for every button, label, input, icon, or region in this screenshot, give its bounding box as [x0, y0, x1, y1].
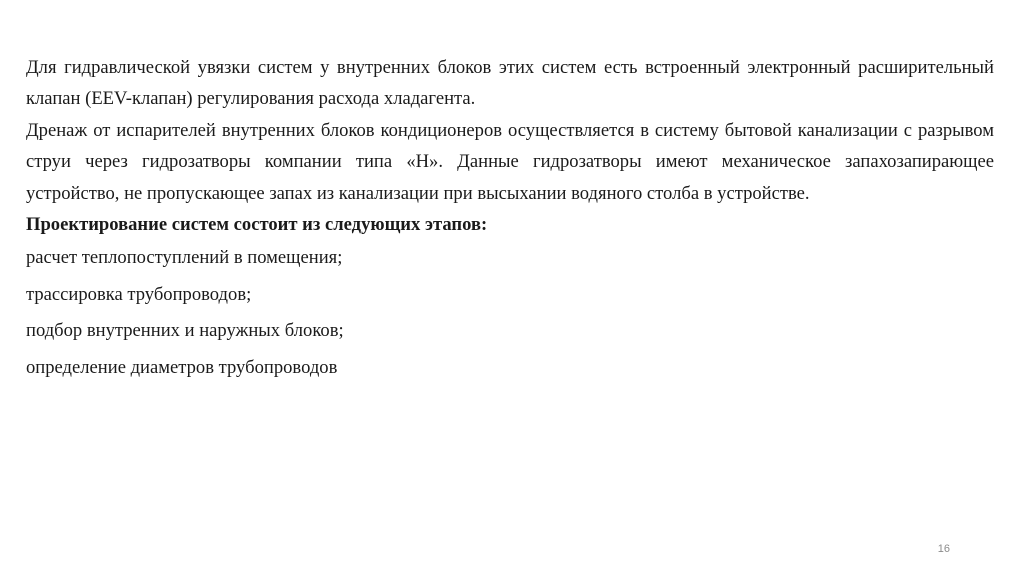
slide-content — [26, 52, 994, 386]
stages-list — [26, 240, 994, 386]
list-item: расчет теплопоступлений в помещения; — [26, 247, 343, 269]
list-item: подбор внутренних и наружных блоков; — [26, 320, 344, 342]
paragraph-eev-valve: Для гидравлической увязки систем у внутренних блоков этих систем есть встроенный электронный расширительный клапан (EEV-клапан) регулирования расхода хладагента. — [26, 57, 994, 110]
list-item: определение диаметров трубопроводов — [26, 356, 338, 378]
stages-heading: Проектирование систем состоит из следующих этапов: — [26, 214, 488, 236]
page-number: 16 — [937, 543, 950, 555]
list-item: трассировка трубопроводов; — [26, 283, 252, 305]
paragraph-drainage: Дренаж от испарителей внутренних блоков кондиционеров осуществляется в систему бытовой канализации с разрывом струи через гидрозатворы компании типа «Н». Данные гидрозатворы имеют механическое запахозапирающее устройство, не пропускающее запах из канализации при высыхании водяного столба в устройстве. — [26, 119, 994, 204]
